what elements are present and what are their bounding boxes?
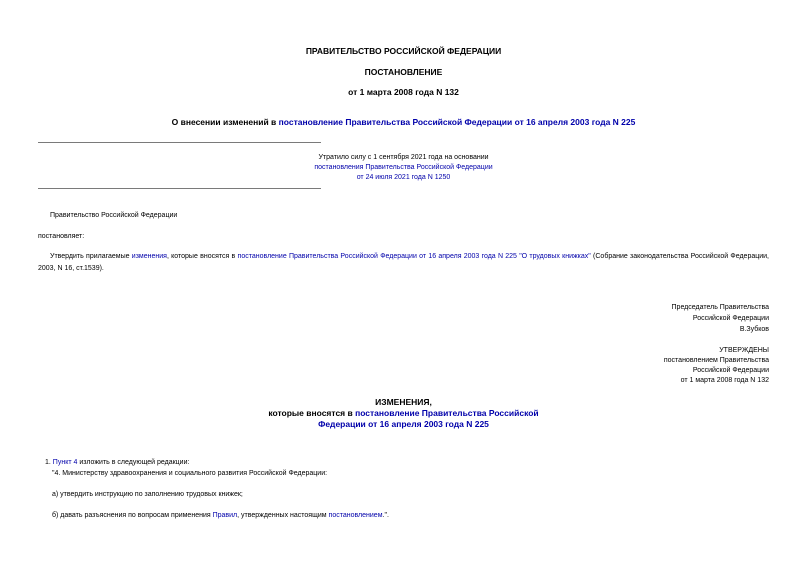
quote-b-text-1: б) давать разъяснения по вопросам применения [52,512,213,519]
approved-line1: УТВЕРЖДЕНЫ [719,347,769,354]
repeal-notice-line1: Утратило силу с 1 сентября 2021 года на основании [318,154,489,161]
item-1-text: изложить в следующей редакции: [77,459,190,466]
changes-link[interactable]: изменения [131,253,167,260]
changes-subheading-link-2[interactable]: Федерации от 16 апреля 2003 года N 225 [318,419,489,429]
repeal-notice-link-date[interactable]: от 24 июля 2021 года N 1250 [356,174,451,181]
item-1-number: 1. [45,459,53,466]
divider-top [38,142,321,143]
intro-text: Правительство Российской Федерации [50,212,178,219]
repeal-notice-link-decree[interactable]: постановления Правительства Российской Федерации [314,164,493,171]
approved-line2: постановлением Правительства [663,357,769,364]
item-1-link[interactable]: Пункт 4 [52,459,78,466]
doc-title [0,117,807,127]
changes-subheading-1 [0,408,807,418]
item-1 [45,459,189,466]
approve-text-2: , которые вносятся в [166,253,238,260]
doc-type: ПОСТАНОВЛЕНИЕ [364,67,443,77]
changes-subheading-prefix: которые вносятся в [268,408,356,418]
doc-title-prefix: О внесении изменений в [171,117,279,127]
rules-link[interactable]: Правил [212,512,238,519]
approved-line4: от 1 марта 2008 года N 132 [680,377,769,384]
approve-paragraph [38,251,769,274]
quote-clause-b [52,512,389,519]
signature-name: В.Зубков [739,326,769,333]
org-title: ПРАВИТЕЛЬСТВО РОССИЙСКОЙ ФЕДЕРАЦИИ [305,46,502,56]
approve-text-1: Утвердить прилагаемые [50,253,132,260]
approve-text-3: (Собрание законодательства Российской Федерации, 2003, N 16, ст.1539). [38,253,769,272]
quote-b-text-3: .". [382,512,389,519]
changes-heading: ИЗМЕНЕНИЯ, [375,397,432,407]
signature-line1: Председатель Правительства [671,304,769,311]
doc-title-link[interactable]: постановление Правительства Российской Федерации от 16 апреля 2003 года N 225 [278,117,636,127]
changes-subheading-link-1[interactable]: постановление Правительства Российской [355,408,539,418]
decree-225-link[interactable]: постановление Правительства Российской Федерации от 16 апреля 2003 года N 225 "О трудовых книжках" [237,253,591,260]
doc-date-number: от 1 марта 2008 года N 132 [348,87,459,97]
quote-clause-a: а) утвердить инструкцию по заполнению трудовых книжек; [52,491,243,498]
approved-line3: Российской Федерации [692,367,769,374]
decree-link[interactable]: постановлением [328,512,383,519]
quote-clause-4: "4. Министерству здравоохранения и социального развития Российской Федерации: [52,470,328,477]
resolves-text: постановляет: [38,233,85,240]
quote-b-text-2: , утвержденных настоящим [237,512,329,519]
divider-bottom [38,188,321,189]
signature-line2: Российской Федерации [692,315,769,322]
